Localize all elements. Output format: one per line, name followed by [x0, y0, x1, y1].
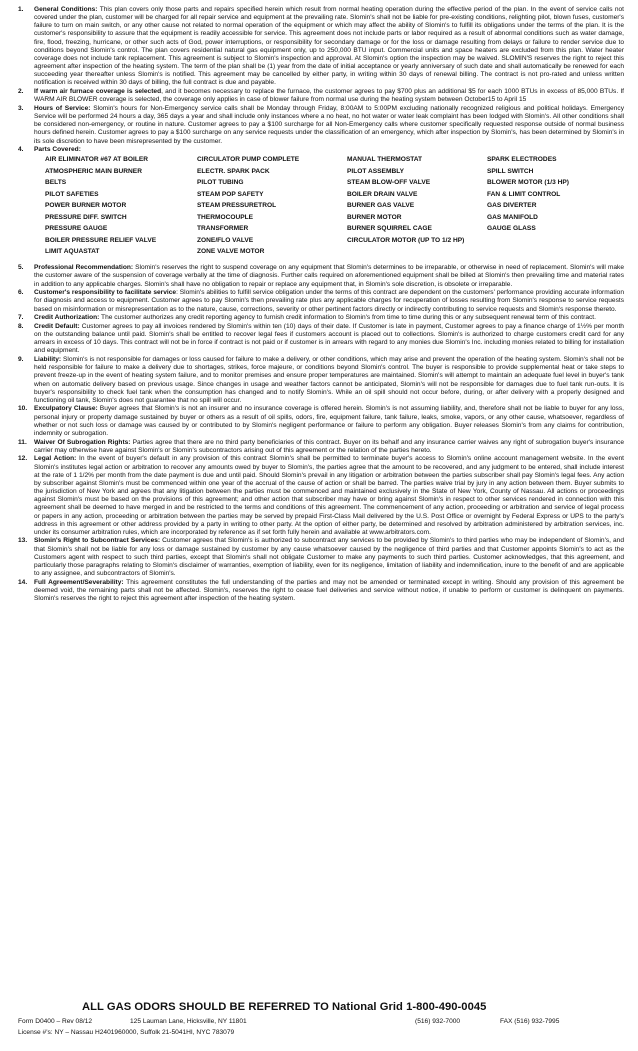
part-item: SPARK ELECTRODES — [487, 156, 557, 164]
part-item: GAS DIVERTER — [487, 202, 537, 210]
table-row — [45, 200, 605, 212]
form-id: Form D0400 – Rev 08/12 — [18, 1018, 93, 1025]
footer — [18, 1017, 624, 1038]
clause-body: Customer agrees to pay all invoices rendered by Slomin's within ten (10) days of their date. If Customer is late in payment, Customer agrees to pay a finance charge of 1½% per month on the outstanding balance until paid. Slomin's shall be entitled to recover legal fees if customers account is placed out to collections. Slomin's is authorized to charge customers credit card for any arrears in excess of 10 days. This contract will not be in force if contract is not paid or if customer is in arrears with regard to any monies due Slomin's Inc. including monies related to billing for installation and equipment. — [34, 322, 624, 355]
part-item: GAUGE GLASS — [487, 225, 536, 233]
clause-heading: Credit Default: — [34, 322, 80, 330]
clause-credit-default — [18, 323, 624, 356]
clause-heading: Customer's responsibility to facilitate service — [34, 289, 177, 297]
clause-body: Buyer agrees that Slomin's is not an insurer and no insurance coverage is offered herein. Slomin's is not assuming liability, and, therefore shall not be liable to buyer for any loss, personal injury or property damage sustained by buyer or others as a result of oil spills, odors, fire, equipment failure, tank failure, leaks, smoke, vapors, or any other cause, whatsoever, regardless of whether or not such loss or damage was caused by or contributed to by Slomin's negligent performance or failure to perform any obligation. Buyer releases Slomin's from any claims for contribution, indemnity or subrogation. — [34, 405, 624, 437]
part-item: CIRCULATOR MOTOR (UP TO 1/2 HP) — [347, 236, 465, 244]
part-item: BURNER GAS VALVE — [347, 202, 415, 210]
part-item: THERMOCOUPLE — [197, 213, 254, 221]
part-item: ELECTR. SPARK PACK — [197, 167, 270, 175]
clause-warm-air-furnace — [18, 88, 624, 104]
part-item: SPILL SWITCH — [487, 167, 534, 175]
clause-heading: Professional Recommendation: — [34, 264, 134, 272]
part-item: STEAM PRESSURETROL — [197, 202, 277, 210]
part-item: POWER BURNER MOTOR — [45, 202, 127, 210]
clause-full-agreement — [18, 579, 624, 603]
clause-number: 14. — [18, 578, 28, 586]
clause-body: Slomin's reserves the right to suspend coverage on any equipment that Slomin's determines to be irreparable, or otherwise in need of replacement. Slomin's will make the customer aware of the suspension of coverage verbally at the time of diagnosis. Further calls required on aforementioned equipment shall be billed at Slomin's then prevailing time and material rates in addition to any applicable charges. Slomin's shall have no obligation to repair or replace any equipment that, in Slomin's sole discretion, is obsolete or irreparable. — [34, 264, 624, 288]
clause-number: 9. — [18, 356, 24, 364]
part-item — [487, 246, 605, 258]
clause-number: 2. — [18, 88, 24, 96]
clause-number: 11. — [18, 438, 27, 446]
clause-number: 6. — [18, 289, 24, 297]
part-item: BLOWER MOTOR (1/3 HP) — [487, 179, 569, 187]
part-item: PILOT ASSEMBLY — [347, 167, 405, 175]
clause-heading: Exculpatory Clause: — [34, 405, 98, 413]
clause-customer-responsibility — [18, 289, 624, 313]
spacer — [34, 258, 624, 264]
part-item: PILOT TUBING — [197, 179, 244, 187]
clause-body: In the event of buyer's default in any provision of this contract Slomin's shall be permitted to terminate buyer's access to Slomin's online account management website. In the event Slomin's institutes legal action or arbitration to recover any amounts owed by buyer to Slomin's, the parties agree that the amount to be recovered, and any judgment to be entered, shall include interest at the rate of 1 1/2% per month from the date payment is due and until paid. Should Slomin's prevail in any litigation or arbitration between the parties subscriber shall pay Slomin's legal fees. Any action by subscriber against Slomin's must be commenced within one year of the accrual of the cause of action or shall be barred. The parties waive trial by jury in any action between them. Buyer submits to the jurisdiction of New York and agrees that any litigation between the parties must be commenced and maintained exclusively in the State of New York, County of Nassau. All actions or proceedings against Slomin's must be based on the provisions of this agreement; and other action that subscriber may have or bring against Slomin's in respect to other services rendered in connection with this agreement shall be deemed to have merged in and be restricted to the terms and conditions of this agreement. The commencement of any action, proceeding or arbitration and service of legal process or papers in any action, proceeding or arbitration between the parties may be served by prepaid First-Class Mail delivered by the U.S. Post Office or overnight by Federal Express or UPS to the party's address in this agreement or other address provided by a party in writing to other party. At the option of either party, be determined and resolved by arbitration administered by arbitration services, inc. under its consumer arbitration rules, which are incorporated by reference as if set forth fully herein and available at www.arbitrators.com. — [34, 455, 624, 536]
clause-body: This plan covers only those parts and repairs specified herein which result from normal heating operation during the effective period of the plan. In the event of service calls not covered under the plan, customer will be charged for all repair service and equipment at the prevailing rate. Slomin's shall not be liable for pre-existing conditions, relighting pilot, blown fuses, customer's failure to turn on main switch, or any other cause not related to normal operation of the equipment or which may affect the ability of Slomin's to fulfill its obligations under the terms of the plan. It is the customer's responsibility to assure that the equipment is readily accessible for service. This agreement does not include parts or labor required as a result of abnormal conditions such as water damage, fire, flood, freezing, hurricane, or other such acts of God, power interruptions, or responsibility for secondary damage or for the loss or damage resulting from delays or failure to render service due to conditions beyond Slomin's control. The plan covers residential natural gas equipment only, up to 250,000 BTU input. Commercial units and space heaters are excluded from this plan. Water heater coverage does not include tank replacement. This agreement is subject to Slomin's inspection and approval. At Slomin's option the inspection may be waived. SLOMIN'S reserves the right to reject this agreement after inspection of the heating system. The term of the plan shall be (1) year from the date of initial acceptance or yearly anniversary of such date and shall automatically be renewed for each succeeding year thereafter unless Slomin's is notified. This agreement may be cancelled by either party, in writing within 30 days of renewal billing. The contract is not pro-rated and unless written notification is received within 30 days of billing, the full contract is due and payable. — [34, 6, 625, 87]
clause-body: Customer agrees that Slomin's is authorized to subcontract any services to be provided by Slomin's to third parties who may be independent of Slomin's, and that Slomin's shall not be liable for any loss or damage sustained by customer by any cause whatsoever caused by the negligence of third parties and that Customer appoints Slomin's to act as the Customers agent with respect to such third parties, except that Slomin's shall not obligate Customer to make any payments to such third parties. Customer acknowledges, that this agreement, and particularly those paragraphs relating to Slomin's disclaimer of warranties, exemption of liability, even for its negligence, limitation of liability and indemnification, inure to the benefit of and are applicable to any assignee, and subcontractors of Slomin's. — [34, 537, 624, 578]
fax-number: FAX (516) 932-7995 — [500, 1018, 560, 1025]
clause-heading: Full Agreement/Severability: — [34, 578, 124, 586]
table-row — [45, 235, 605, 247]
clause-credit-authorization — [18, 314, 624, 322]
part-item — [487, 235, 605, 247]
clause-number: 12. — [18, 455, 28, 463]
clause-number: 1. — [18, 6, 24, 13]
clause-body: The customer authorizes any credit reporting agency to furnish credit information to Slomin's from time to time during this or any subsequent renewal term of this contract. — [99, 314, 596, 322]
clause-liability — [18, 356, 624, 405]
part-item: GAS MANIFOLD — [487, 213, 538, 221]
part-item: TRANSFORMER — [197, 225, 249, 233]
table-row — [45, 246, 605, 258]
clause-number: 5. — [18, 264, 24, 272]
table-row — [45, 212, 605, 224]
clause-body: This agreement constitutes the full understanding of the parties and may not be amended or terminated except in writing. Should any provision of this agreement be deemed void, the remaining parts shall not be affected. Slomin's, reserves the right to cease fuel deliveries and service without notice, if unable to perform or customer is delinquent on payments. Slomin's reserves the right to reject this agreement after inspection of the heating system. — [34, 578, 624, 603]
clause-number: 4. — [18, 146, 24, 154]
clause-heading: Legal Action: — [34, 455, 77, 463]
clause-heading: General Conditions: — [34, 6, 98, 13]
clause-number: 8. — [18, 322, 24, 330]
clause-heading: Liability: — [34, 356, 62, 364]
clause-body: Slomin's is not responsible for damages or loss caused for failure to make a delivery, or other conditions, which may arise and prevent the operation of the heating system. Slomin's shall not be held responsible for failure to make a delivery due to shortages, strikes, force majeure, or conditions beyond Slomin's control. The buyer is responsible to provide supplemental heat or take steps to prevent freeze-up in the event of heating system failure, and to monitor premises and ensure proper temperatures are maintained. Slomin's will attempt to maintain an adequate fuel level in buyer's tank when on automatic delivery based on previous usage. Since changes in usage and weather factors cannot be anticipated, Slomin's will not be responsible for damages due to fuel tank run-outs. It is buyer's responsibility to check fuel tank when the consumption has changed and to notify Slomin's. While an oil spill should not occur before, during, or after delivery with a properly designed and functioning oil tank, Slomin's does not guarantee that no spill will occur. — [34, 356, 624, 404]
part-item: PRESSURE DIFF. SWITCH — [45, 213, 127, 221]
clause-subcontract-services — [18, 537, 624, 578]
phone-number: (516) 932-7000 — [415, 1018, 461, 1025]
company-address: 125 Lauman Lane, Hicksville, NY 11801 — [130, 1018, 247, 1025]
clause-body: Slomin's hours for Non-Emergency service calls shall be Monday through Friday, 8:00AM to 5:00PM excluding nationally recognized religious and political holidays. Emergency Service will be performed 24 hours a day, 365 days a year and shall include only instances where a no heat, no hot water or water leak complaint has been lodged with Slomin's. All other conditions shall be considered non-emergency, or routine in nature. Customer agrees to pay a $100 surcharge for all Non-Emergency calls where customer specifically requested response outside of normal business hours defined herein. Customer agrees to pay a $100 surcharge on any service requests under the classification of an emergency, which after inspection by Slomin's, has been determined by Slomin's in its sole discretion to have been misrepresented by the customer. — [34, 104, 624, 145]
clause-body: , and it becomes necessary to replace the furnace, the customer agrees to pay $700 plus an additional $5 for each 1000 BTUs in excess of 85,000 BTUs. If WARM AIR BLOWER coverage is selected, the coverage only applies in case of blower failure from normal use during the heating system between October15 to April 15 — [34, 88, 624, 104]
clause-exculpatory — [18, 405, 624, 438]
terms-document — [18, 6, 624, 603]
clause-heading: Waiver Of Subrogation Rights: — [34, 438, 131, 446]
parts-table — [45, 154, 605, 258]
part-item: LIMIT AQUASTAT — [45, 248, 100, 256]
clause-number: 13. — [18, 537, 28, 545]
clause-heading: Credit Authorization: — [34, 314, 100, 322]
part-item: ATMOSPHERIC MAIN BURNER — [45, 167, 142, 175]
table-row — [45, 166, 605, 178]
clause-parts-covered — [18, 146, 624, 264]
part-item: PRESSURE GAUGE — [45, 225, 108, 233]
part-item: AIR ELIMINATOR #67 AT BOILER — [45, 156, 149, 164]
clause-professional-recommendation — [18, 264, 624, 288]
clause-heading: If warm air furnace coverage is selected — [34, 88, 162, 96]
clause-body: Parties agree that there are no third party beneficiaries of this contract. Buyer on its behalf and any insurance carrier waives any right of subrogation buyer's insurance carrier may otherwise have against Slomin's or Slomin's subcontractors arising out of this agreement or the relation of the parties hereto. — [34, 438, 625, 454]
part-item: BURNER MOTOR — [347, 213, 402, 221]
part-item: STEAM POP SAFETY — [197, 190, 264, 198]
clause-heading: Slomin's Right to Subcontract Services: — [34, 537, 161, 545]
part-item: BOILER PRESSURE RELIEF VALVE — [45, 236, 157, 244]
clause-waiver-of-subrogation — [18, 439, 624, 455]
part-item: ZONE VALVE MOTOR — [197, 248, 265, 256]
part-item: BURNER SQUIRREL CAGE — [347, 225, 432, 233]
part-item: MANUAL THERMOSTAT — [347, 156, 423, 164]
clause-number: 7. — [18, 314, 24, 322]
part-item: CIRCULATOR PUMP COMPLETE — [197, 156, 300, 164]
gas-odor-notice: ALL GAS ODORS SHOULD BE REFERRED TO National Grid 1-800-490-0045 — [82, 1001, 487, 1013]
clause-number: 10. — [18, 405, 28, 413]
footer-row — [18, 1017, 624, 1028]
part-item: PILOT SAFETIES — [45, 190, 99, 198]
footer-row — [18, 1028, 624, 1039]
clause-body: : Slomin's abilities to fulfill service obligation under the terms of this contract are dependent on the customers' performance providing accurate information for diagnosis and access to equipment. Customer agrees to pay Slomin's then prevailing rate plus any applicable charges for recuperation of losses resulting from Slomin's response to service requests based on misinformation or misrepresentation as to the nature, cause, corrections, severity or other pertinent factors directly or indirectly contributing to service requests and Slomin's response thereto. — [34, 289, 624, 313]
clause-hours-of-service — [18, 105, 624, 146]
clause-heading: Parts Covered: — [34, 146, 81, 154]
part-item: FAN & LIMIT CONTROL — [487, 190, 561, 198]
part-item: ZONE/FLO VALVE — [197, 236, 254, 244]
part-item: BELTS — [45, 179, 67, 187]
table-row — [45, 177, 605, 189]
table-row — [45, 223, 605, 235]
part-item: BOILER DRAIN VALVE — [347, 190, 418, 198]
table-row — [45, 154, 605, 166]
license-numbers: License #'s: NY – Nassau H2401960000, Suffolk 21-5041HI, NYC 783079 — [18, 1028, 235, 1036]
part-item — [347, 246, 487, 258]
clause-number: 3. — [18, 104, 24, 112]
clause-legal-action — [18, 455, 624, 537]
table-row — [45, 189, 605, 201]
clause-heading: Hours of Service: — [34, 104, 91, 112]
part-item: STEAM BLOW-OFF VALVE — [347, 179, 431, 187]
clause-general-conditions — [18, 6, 624, 88]
